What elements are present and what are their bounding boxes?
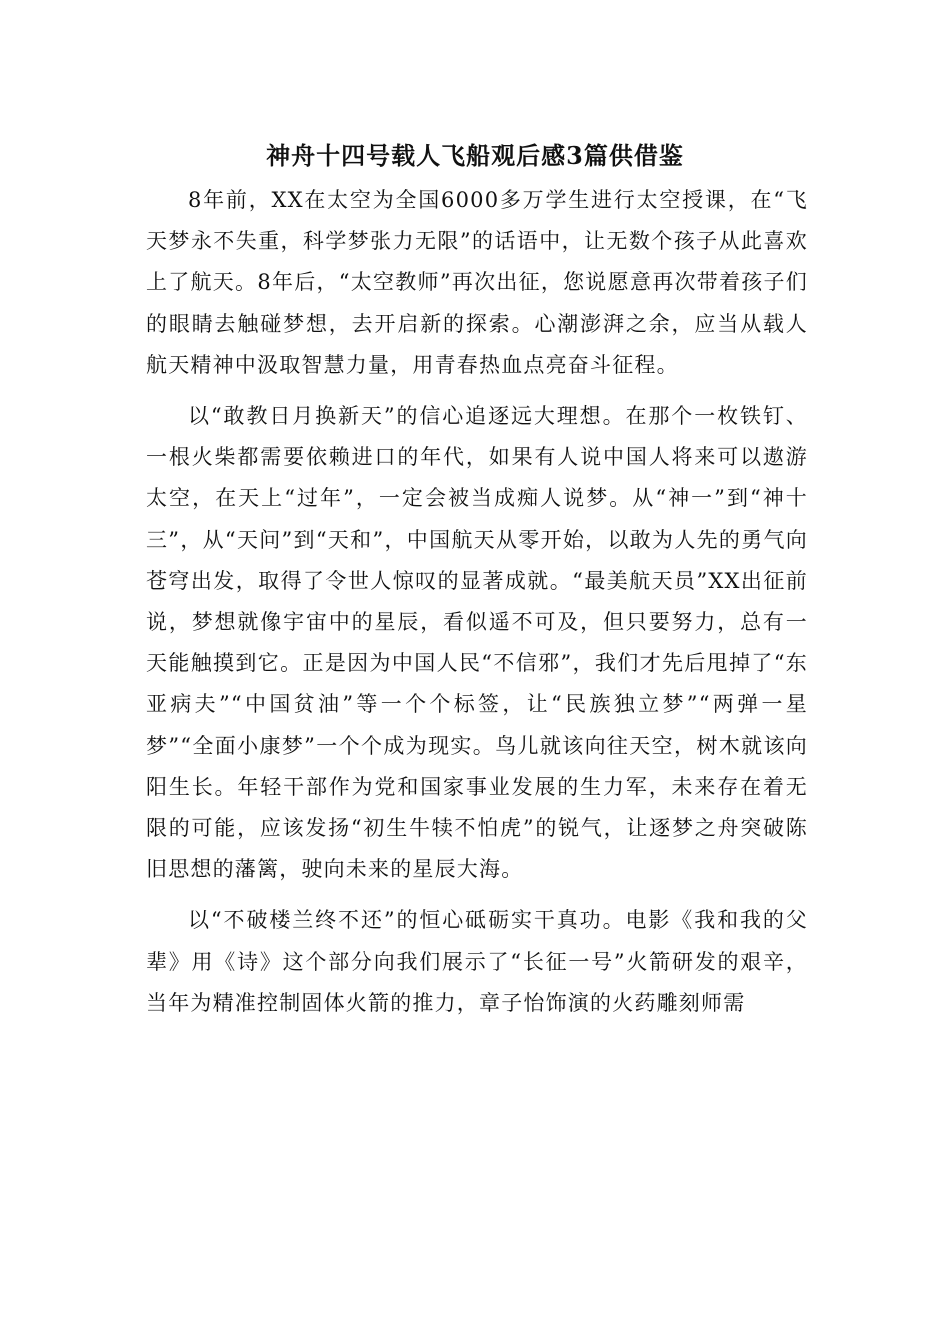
- document-body: [146, 180, 808, 1034]
- document-title: 神舟十四号载人飞船观后感3篇供借鉴: [266, 141, 684, 170]
- paragraph-3: 以“不破楼兰终不还”的恒心砥砺实干真功。电影《我和我的父辈》用《诗》这个部分向我们展示了“长征一号”火箭研发的艰辛，当年为精准控制固体火箭的推力，章子怡饰演的火药雕刻师需: [146, 908, 808, 1015]
- paragraph-1: 8年前，XX在太空为全国6000多万学生进行太空授课，在“飞天梦永不失重，科学梦张力无限”的话语中，让无数个孩子从此喜欢上了航天。8年后，“太空教师”再次出征，您说愿意再次带着孩子们的眼睛去触碰梦想，去开启新的探索。心潮澎湃之余，应当从载人航天精神中汲取智慧力量，用青春热血点亮奋斗征程。: [146, 188, 808, 377]
- paragraph-2: 以“敢教日月换新天”的信心追逐远大理想。在那个一枚铁钉、一根火柴都需要依赖进口的年代，如果有人说中国人将来可以遨游太空，在天上“过年”，一定会被当成痴人说梦。从“神一”到“神十三”，从“天问”到“天和”，中国航天从零开始，以敢为人先的勇气向苍穹出发，取得了令世人惊叹的显著成就。“最美航天员”XX出征前说，梦想就像宇宙中的星辰，看似遥不可及，但只要努力，总有一天能触摸到它。正是因为中国人民“不信邪”，我们才先后甩掉了“东亚病夫”“中国贫油”等一个个标签，让“民族独立梦”“两弹一星梦”“全面小康梦”一个个成为现实。鸟儿就该向往天空，树木就该向阳生长。年轻干部作为党和国家事业发展的生力军，未来存在着无限的可能，应该发扬“初生牛犊不怕虎”的锐气，让逐梦之舟突破陈旧思想的藩篱，驶向未来的星辰大海。: [146, 404, 808, 882]
